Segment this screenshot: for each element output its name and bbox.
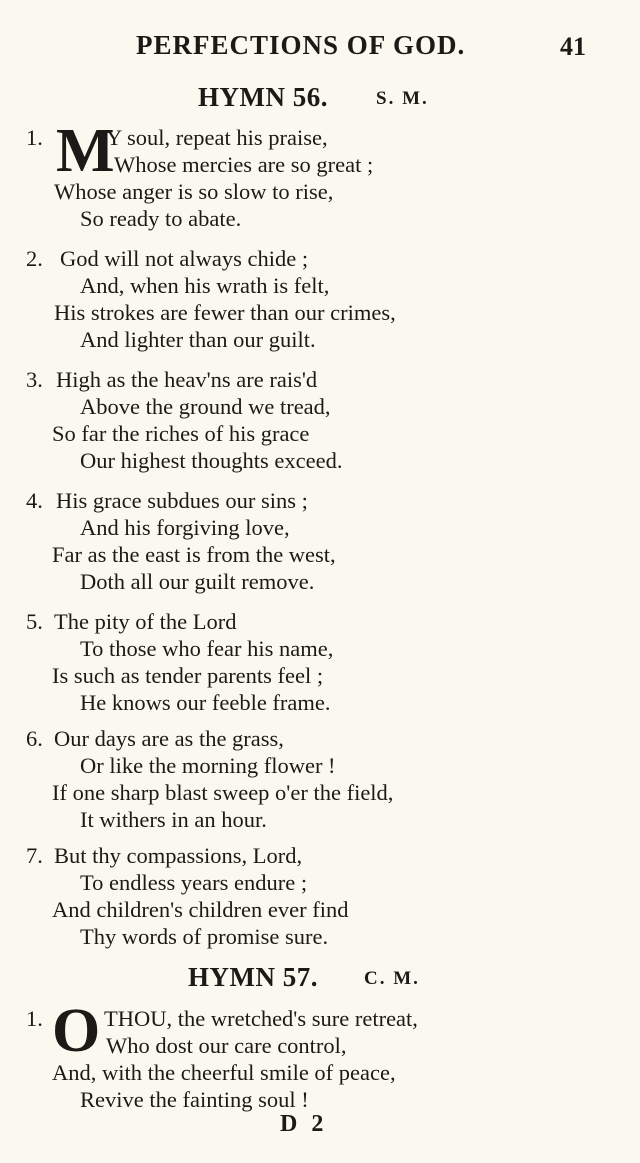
verse-line: Our days are as the grass, [54, 726, 284, 751]
verse-number: 1. [26, 1006, 43, 1031]
hymn-meter: S. M. [376, 88, 429, 109]
verse-line: Y soul, repeat his praise, [106, 125, 328, 150]
verse-line: Thy words of promise sure. [80, 924, 329, 949]
drop-cap: O [52, 997, 101, 1065]
verse-line: Far as the east is from the west, [52, 542, 336, 567]
verse-line: His grace subdues our sins ; [56, 488, 308, 513]
verse-line: High as the heav'ns are rais'd [56, 367, 318, 392]
verse-line: And children's children ever find [52, 897, 349, 922]
verse-line: Our highest thoughts exceed. [80, 448, 343, 473]
verse-line: His strokes are fewer than our crimes, [54, 300, 396, 325]
verse-number: 6. [26, 726, 43, 751]
verse-number: 4. [26, 488, 43, 513]
verse-line: And, when his wrath is felt, [80, 273, 330, 298]
verse-line: God will not always chide ; [60, 246, 309, 271]
hymn-meter: C. M. [364, 968, 420, 989]
running-head [0, 30, 640, 66]
verse-line: Or like the morning flower ! [80, 753, 336, 778]
verse-line: And lighter than our guilt. [80, 327, 316, 352]
running-title: PERFECTIONS OF GOD. [136, 30, 466, 60]
verse-line: THOU, the wretched's sure retreat, [104, 1006, 418, 1031]
verse-number: 3. [26, 367, 43, 392]
drop-cap: M [56, 117, 115, 185]
verse-line: So ready to abate. [80, 206, 242, 231]
verse-line: If one sharp blast sweep o'er the field, [52, 780, 394, 805]
verse-line: Doth all our guilt remove. [80, 569, 315, 594]
verse-line: Whose mercies are so great ; [114, 152, 374, 177]
verse-line: Is such as tender parents feel ; [52, 663, 324, 688]
verse-line: So far the riches of his grace [52, 421, 310, 446]
verse-line: Who dost our care control, [106, 1033, 347, 1058]
verse-line: And his forgiving love, [80, 515, 290, 540]
verse-line: But thy compassions, Lord, [54, 843, 303, 868]
verse-number: 2. [26, 246, 43, 271]
verse-line: He knows our feeble frame. [80, 690, 331, 715]
verse-number: 1. [26, 125, 43, 150]
verse-number: 5. [26, 609, 43, 634]
hymn-title: HYMN 56. [198, 82, 328, 112]
verse-line: Revive the fainting soul ! [80, 1087, 309, 1112]
signature-mark: D 2 [280, 1111, 328, 1137]
verse-number: 7. [26, 843, 43, 868]
verse-line: To those who fear his name, [80, 636, 334, 661]
page-number: 41 [560, 32, 586, 61]
verse-line: Whose anger is so slow to rise, [54, 179, 334, 204]
hymn-heading [0, 82, 640, 116]
hymn-heading [0, 962, 640, 996]
verse-line: And, with the cheerful smile of peace, [52, 1060, 396, 1085]
hymn-title: HYMN 57. [188, 962, 318, 992]
verse-line: It withers in an hour. [80, 807, 267, 832]
verse-line: To endless years endure ; [80, 870, 308, 895]
verse-line: The pity of the Lord [54, 609, 237, 634]
verse-line: Above the ground we tread, [80, 394, 331, 419]
